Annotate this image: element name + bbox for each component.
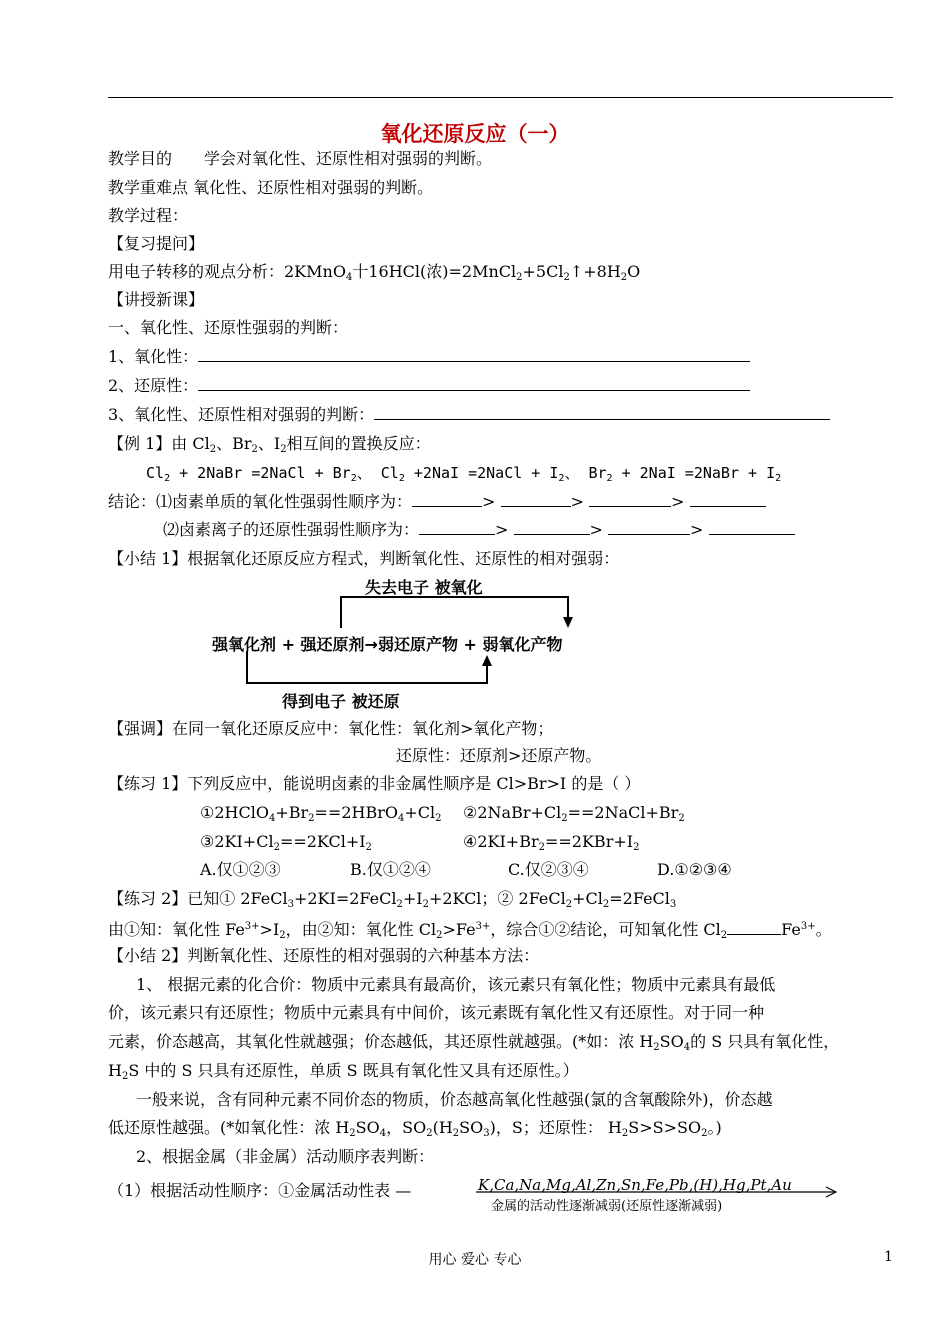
review-heading: 【复习提问】 (108, 234, 205, 253)
conclusion-2: ⑵卤素离子的还原性强弱性顺序为： > > > (163, 520, 795, 540)
method-1-line-6: 低还原性越强。(*如氧化性：浓 $H_2SO_4$，$SO_2(H_2SO_3)$，S；还原性： $H_2S>S>SO_2$。) (108, 1118, 722, 1139)
activity-series-line: （1）根据活动性顺序：①金属活动性表 — (108, 1181, 412, 1200)
question-2: 2、还原性： (108, 376, 750, 396)
summary-2: 【小结 2】判断氧化性、还原性的相对强弱的六种基本方法： (108, 946, 540, 965)
page-title: 氧化还原反应（一） (380, 121, 570, 146)
practice-1-reaction-2: $②2NaBr+Cl_2==2NaCl+Br_2$ (463, 803, 685, 824)
practice-1-reaction-4: $④2KI+Br_2==2KBr+I_2$ (463, 832, 640, 853)
diagram-equation: 强氧化剂 + 强还原剂→弱还原产物 + 弱氧化产物 (212, 635, 563, 654)
method-1-line-2: 价，该元素只有还原性；物质中元素具有中间价，该元素既有氧化性又有还原性。对于同一种 (108, 1003, 765, 1022)
diagram-top-label: 失去电子 被氧化 (365, 578, 483, 597)
practice-2-followup: 由①知：氧化性 $Fe^{3+}>I_2$，由②知：氧化性 $Cl_2>Fe^{3+}$，综合①②结论，可知氧化性 $Cl_2$ $Fe^{3+}$。 (108, 920, 832, 941)
conclusion-1: 结论：⑴卤素单质的氧化性强弱性顺序为： > > > (108, 492, 766, 512)
option-c: C.仅②③④ (508, 860, 589, 879)
page-number: 1 (884, 1249, 893, 1265)
new-lesson-heading: 【讲授新课】 (108, 290, 205, 309)
method-1-line-5: 一般来说，含有同种元素不同价态的物质，价态越高氧化性越强(氯的含氧酸除外)，价态越 (136, 1090, 773, 1109)
diagram-bottom-label: 得到电子 被还原 (282, 692, 400, 711)
option-d: D.①②③④ (657, 860, 732, 879)
section-2-heading: 2、根据金属（非金属）活动顺序表判断： (136, 1147, 435, 1166)
metal-activity-series: K,Ca,Na,Mg,Al,Zn,Sn,Fe,Pb,(H),Hg,Pt,Au (478, 1176, 792, 1194)
method-1-line-1: 1、 根据元素的化合价：物质中元素具有最高价，该元素只有氧化性；物质中元素具有最低 (136, 975, 776, 994)
option-a: A.仅①②③ (200, 860, 281, 879)
example-1-intro: 【例 1】由 $Cl_2$、$Br_2$、$I_2$相互间的置换反应： (108, 434, 431, 455)
question-1: 1、氧化性： (108, 347, 750, 367)
activity-note: 金属的活动性逐渐减弱(还原性逐渐减弱) (491, 1199, 723, 1214)
question-3: 3、氧化性、还原性相对强弱的判断： (108, 405, 830, 425)
process-label: 教学过程： (108, 206, 189, 225)
practice-1-reaction-1: $①2HClO_4+Br_2==2HBrO_4+Cl_2$ (200, 803, 442, 824)
goal-line: 教学目的 学会对氧化性、还原性相对强弱的判断。 (108, 149, 493, 168)
focus-line: 教学重难点 氧化性、还原性相对强弱的判断。 (108, 178, 434, 197)
review-question: 用电子转移的观点分析：2KMnO$_4$十16HCl(浓)$=2MnCl_2+5Cl_2↑+8H_2O$ (108, 262, 641, 283)
practice-2: 【练习 2】已知① $2FeCl_3+2KI=2FeCl_2+I_2+2KCl$；② $2FeCl_2+Cl_2=2FeCl_3$ (108, 889, 677, 910)
example-1-equations: $Cl_2$ + 2NaBr =2NaCl + $Br_2$、 $Cl_2 +2NaI$ =2NaCl + $I_2$、 $Br_2 + 2NaI$ =2NaBr + $I_2$ (146, 464, 782, 484)
emphasis-2: 还原性：还原剂>还原产物。 (396, 746, 602, 765)
practice-1: 【练习 1】下列反应中，能说明卤素的非金属性顺序是 Cl>Br>I 的是（ ） (108, 774, 641, 793)
section-1-heading: 一、氧化性、还原性强弱的判断： (108, 318, 349, 337)
option-b: B.仅①②④ (350, 860, 431, 879)
method-1-line-3: 元素，价态越高，其氧化性就越强；价态越低，其还原性就越强。(*如：浓 $H_2SO_4$的 S 只具有氧化性， (108, 1032, 840, 1053)
summary-1: 【小结 1】根据氧化还原反应方程式，判断氧化性、还原性的相对强弱： (108, 549, 620, 568)
page-footer: 用心 爱心 专心 (428, 1252, 522, 1268)
method-1-line-4: $H_2S$ 中的 S 只具有还原性，单质 S 既具有氧化性又具有还原性。） (108, 1061, 579, 1082)
practice-1-reaction-3: $③2KI+Cl_2==2KCl+I_2$ (200, 832, 372, 853)
emphasis-1: 【强调】在同一氧化还原反应中：氧化性：氧化剂>氧化产物； (108, 719, 554, 738)
